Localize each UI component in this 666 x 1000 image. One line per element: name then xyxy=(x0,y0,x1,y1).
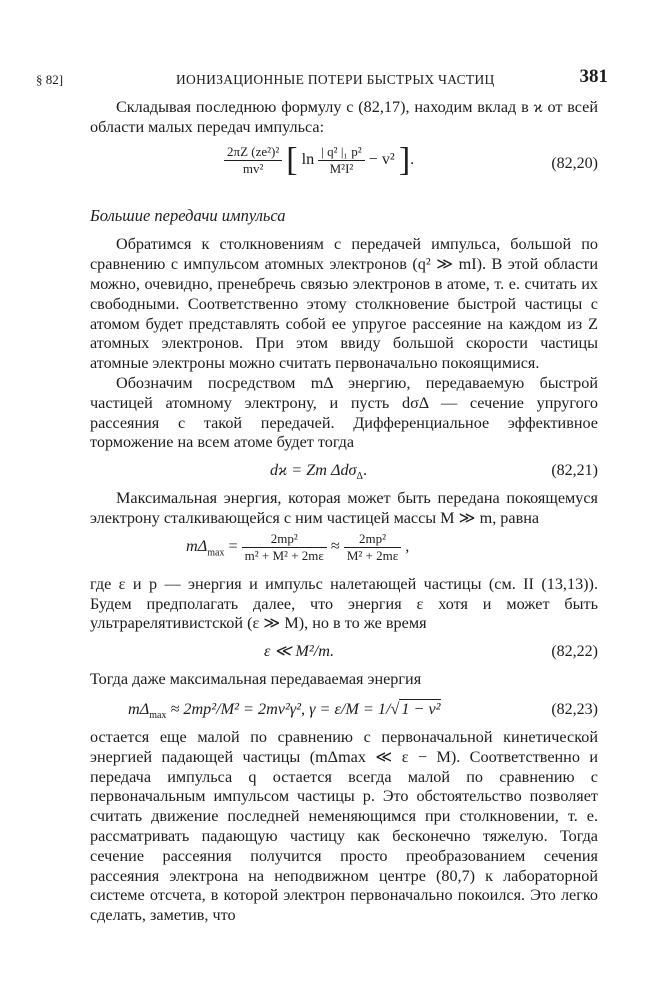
eqmax-fraction-1: $\frac{\text{2mp²}}{\text{m² + M² + 2mε}}$ xyxy=(242,531,327,564)
equation-82-20: $\frac{\text{2πZ (ze²)²}}{\text{mv²}}$ [ ln $\frac{\text{| q² |₁ p²}}{\text{M²I²}}$ − v² ]. (82,20) xyxy=(90,138,598,192)
paragraph-3: Обозначим посредством mΔ энергию, передаваемую быстрой частицей атомному электрону, и пусть dσΔ — сечение упругого рассеяния с такой передачей. Дифференциальное эффективное торможение на всем атоме будет тогда xyxy=(90,373,598,452)
section-heading: Большие передачи импульса xyxy=(90,205,286,225)
page-body xyxy=(90,98,598,926)
section-marker: § 82] xyxy=(36,72,64,87)
page-header xyxy=(36,64,608,92)
equation-number: (82,23) xyxy=(551,700,598,718)
equation-number: (82,20) xyxy=(551,154,598,172)
eqmax-fraction-2: $\frac{\text{2mp²}}{\text{M² + 2mε}}$ xyxy=(344,531,401,564)
equation-number: (82,22) xyxy=(551,643,598,661)
running-title: ИОНИЗАЦИОННЫЕ ПОТЕРИ БЫСТРЫХ ЧАСТИЦ xyxy=(176,72,495,87)
page-number: 381 xyxy=(579,66,608,87)
paragraph-4: Максимальная энергия, которая может быть передана покоящемуся электрону сталкивающейся с ним частицей массы M ≫ m, равна xyxy=(90,489,598,527)
paragraph-5: где ε и p — энергия и импульс налетающей частицы (см. II (13,13)). Будем предполагать далее, что энергия ε хотя и может быть ультрарелятивистской (ε ≫ M), но в то же время xyxy=(90,574,598,633)
paragraph-1: Складывая последнюю формулу с (82,17), находим вклад в ϰ от всей области малых передач импульса: xyxy=(90,98,598,136)
eq20-prefactor: $\frac{\text{2πZ (ze²)²}}{\text{mv²}}$ xyxy=(224,144,282,177)
equation-number: (82,21) xyxy=(551,462,598,480)
eq20-log-argument: $\frac{\text{| q² |₁ p²}}{\text{M²I²}}$ xyxy=(318,144,364,177)
equation-82-22: ε ≪ M²/m. (82,22) xyxy=(264,642,598,661)
equation-82-21: dϰ = Zm Δdσ$_\Delta$. (82,21) xyxy=(270,461,598,483)
paragraph-2: Обратимся к столкновениям с передачей импульса, большой по сравнению с импульсом атомных электронов (q² ≫ mI). В этой области можно, очевидно, пренебречь связью электронов в атоме, т. е. считать их свободными. Соответственно этому столкновение быстрой частицы с атомом будет представлять собой ее упругое рассеяние на каждом из Z атомных электронов. При этом ввиду большой скорости частицы атомные электроны можно считать первоначально покоящимися. xyxy=(90,235,598,373)
paragraph-7: остается еще малой по сравнению с первоначальной кинетической энергией падающей частицы (mΔmax ≪ ε − M). Соответственно и передача импульса q остается всегда малой по сравнению с первоначальным импульсом частицы p. Это обстоятельство позволяет считать движение последней неменяющимся при столкновении, т. е. рассматривать падающую частицу как бесконечно тяжелую. Тогда сечение рассеяния получится просто преобразованием сечения рассеяния электрона на неподвижном центре (80,7) к лабораторной системе отсчета, в которой электрон первоначально покоился. Это легко сделать, заметив, что xyxy=(90,727,598,925)
equation-82-23: $m\Delta_{max} \approx 2mp^2/M^2 = 2mv^2\gamma^2$, γ = ε/M = 1/√ 1 − v² (82,23) xyxy=(128,699,598,722)
paragraph-6: Тогда даже максимальная передаваемая энергия xyxy=(90,670,422,689)
equation-max-energy: $m\Delta_{max}$ = $\frac{\text{2mp²}}{\text{m² + M² + 2mε}}$ ≈ $\frac{\text{2mp²}}{\text{M² + 2mε}}$ , xyxy=(186,530,410,563)
